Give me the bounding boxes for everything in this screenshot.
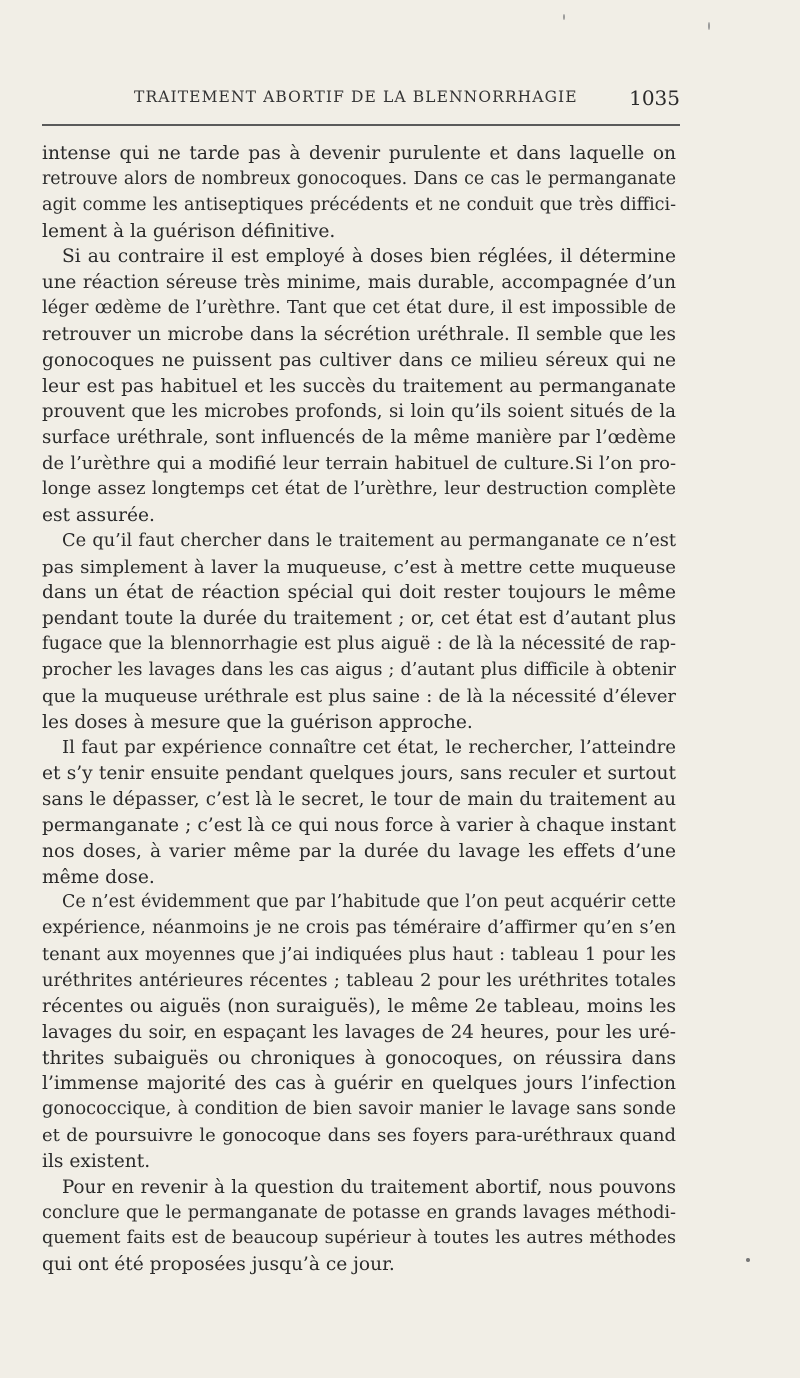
text-line: Si au contraire il est employé à doses bien réglées, il détermine	[62, 246, 676, 268]
text-line: lement à la guérison définitive.	[42, 220, 336, 242]
text-line: de l’urèthre qui a modifié leur terrain habituel de culture.Si l’on pro-	[42, 453, 676, 475]
text-line: que la muqueuse uréthrale est plus saine : de là la nécessité d’élever	[42, 685, 676, 707]
text-line: retrouver un microbe dans la sécrétion uréthrale. Il semble que les	[42, 323, 676, 345]
text-line: expérience, néanmoins je ne crois pas téméraire d’affirmer qu’en s’en	[42, 918, 676, 939]
text-line: tenant aux moyennes que j’ai indiquées plus haut : tableau 1 pour les	[42, 944, 676, 966]
text-line: lavages du soir, en espaçant les lavages de 24 heures, pour les uré-	[42, 1021, 676, 1043]
text-line: uréthrites antérieures récentes ; tableau 2 pour les uréthrites totales	[42, 970, 676, 991]
text-line: nos doses, à varier même par la durée du lavage les effets d’une	[42, 840, 676, 862]
text-line: sans le dépasser, c’est là le secret, le tour de main du traitement au	[42, 789, 676, 811]
running-title: TRAITEMENT ABORTIF DE LA BLENNORRHAGIE	[134, 88, 578, 106]
text-line: léger œdème de l’urèthre. Tant que cet état dure, il est impossible de	[42, 298, 676, 319]
text-line: gonocoques ne puissent pas cultiver dans ce milieu séreux qui ne	[42, 349, 676, 371]
text-line: quement faits est de beaucoup supérieur à toutes les autres méthodes	[42, 1228, 676, 1249]
text-line: et s’y tenir ensuite pendant quelques jours, sans reculer et surtout	[42, 763, 676, 785]
text-line: agit comme les antiseptiques précédents et ne conduit que très diffici-	[42, 194, 676, 215]
text-line: Pour en revenir à la question du traitement abortif, nous pouvons	[62, 1176, 676, 1198]
paper-speck	[563, 14, 565, 20]
text-line: surface uréthrale, sont influencés de la même manière par l’œdème	[42, 427, 676, 449]
text-line: Il faut par expérience connaître cet état, le rechercher, l’atteindre	[62, 737, 676, 759]
text-line: fugace que la blennorrhagie est plus aiguë : de là la nécessité de rap-	[42, 634, 676, 655]
text-line: une réaction séreuse très minime, mais durable, accompagnée d’un	[42, 272, 676, 294]
text-line: ils existent.	[42, 1150, 151, 1172]
paper-speck	[746, 1258, 750, 1262]
text-line: Ce qu’il faut chercher dans le traitement au permanganate ce n’est	[62, 530, 676, 551]
running-head	[42, 86, 680, 112]
text-line: leur est pas habituel et les succès du traitement au permanganate	[42, 375, 676, 397]
text-line: conclure que le permanganate de potasse en grands lavages méthodi-	[42, 1202, 676, 1223]
text-line: permanganate ; c’est là ce qui nous force à varier à chaque instant	[42, 814, 676, 836]
text-line: et de poursuivre le gonocoque dans ses foyers para-uréthraux quand	[42, 1125, 676, 1147]
text-line: qui ont été proposées jusqu’à ce jour.	[42, 1254, 395, 1276]
text-line: Ce n’est évidemment que par l’habitude que l’on peut acquérir cette	[62, 892, 676, 913]
page-number: 1035	[629, 86, 680, 110]
text-line: procher les lavages dans les cas aigus ; d’autant plus difficile à obtenir	[42, 659, 676, 680]
text-line: est assurée.	[42, 504, 155, 526]
text-line: prouvent que les microbes profonds, si loin qu’ils soient situés de la	[42, 401, 676, 423]
text-line: même dose.	[42, 866, 155, 888]
header-rule	[42, 124, 680, 126]
text-line: l’immense majorité des cas à guérir en quelques jours l’infection	[42, 1073, 676, 1095]
text-line: pas simplement à laver la muqueuse, c’est à mettre cette muqueuse	[42, 556, 676, 578]
text-line: dans un état de réaction spécial qui doit rester toujours le même	[42, 582, 676, 604]
paper-speck	[708, 22, 710, 30]
text-line: intense qui ne tarde pas à devenir purulente et dans laquelle on	[42, 143, 676, 164]
text-line: pendant toute la durée du traitement ; or, cet état est d’autant plus	[42, 608, 676, 630]
text-line: longe assez longtemps cet état de l’urèthre, leur destruction complète	[42, 478, 676, 499]
text-line: gonococcique, à condition de bien savoir manier le lavage sans sonde	[42, 1099, 676, 1120]
body-text	[42, 141, 676, 1278]
text-line: thrites subaiguës ou chroniques à gonocoques, on réussira dans	[42, 1047, 676, 1069]
text-line: retrouve alors de nombreux gonocoques. Dans ce cas le permanganate	[42, 168, 676, 189]
text-line: récentes ou aiguës (non suraiguës), le même 2e tableau, moins les	[42, 995, 676, 1017]
text-line: les doses à mesure que la guérison approche.	[42, 711, 473, 733]
